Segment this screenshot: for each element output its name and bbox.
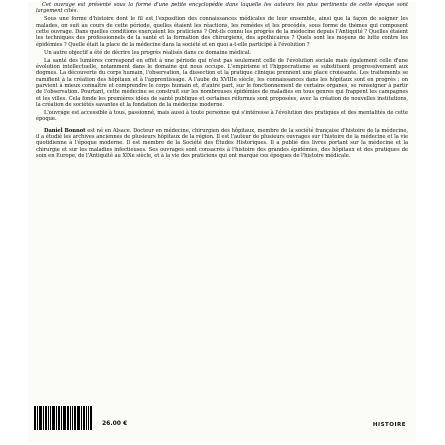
paragraph: Un autre objectif a été de décrire les progrès réalisés dans ce domaine médical. <box>44 49 251 56</box>
collection-logo: HISTOIRE <box>372 422 406 428</box>
paragraph: Sous une forme d'histoire dont le fil est l'exposition des connaissances médicales de leur ensemble, ainsi que la façon de soigner les malades, on suit au cours de cette période, quelles étaient les réactions, les remèdes et les procédés, sous forme de thèmes qui composent cette ouvrage. Dans quelles conditions exerçaient les praticiens ? Ont-ils connu les progrès de la médecine depuis l'Antiquité ? Quelles étaient les techniques des professionnels de la santé et la formation des chirurgiens, des apothicaires ? Quels sont les moyens de lutte contre les épidémies ? Quelle était la place de la médecine dans la société et en quoi a-t-elle participé à l'évolution ? <box>36 16 408 48</box>
cover-footer <box>28 404 416 434</box>
paragraph: L'ouvrage est accessible à tous, passionné, mais aussi à toute personne qui s'intéresse à l'évolution des pratiques et des mentalités de cette époque. <box>36 109 408 123</box>
author-name: Daniel Bonnot <box>44 127 86 134</box>
back-cover <box>28 2 416 442</box>
paragraph: La santé des lumières correspond en effet à une période qui n'est pas seulement celle de l'évolution sociale mais également celle d'une évolution intellectuelle, notamment dans le domaine qui nous occupe. L'empirisme et l'hippocratisme se substituent progressivement aux dogmes. La découverte du corps humain, l'observation, la dissection et la pratique clinique prennent une place croissante. Les traitements se ramifient à la création des hôpitaux et à l'apprentissage. A l'aube du XVIIIe siècle, les connaissances dans les hôpitaux sont en progrès ; on parvient à mieux connaître et comprendre le corps humain et, d'autre part, sur le fonctionnement de certains organes, se renseigner à partir de l'observation. Pourtant, cette médecine se construit sur les nombreuses épidémies de maladies en tous genres qui frappent les campagnes et les villes. Cela fonde les premières idées de santé publique et certaines réformes sont proposées, avec la création de nouvelles institutions, la création de sociétés savantes et la fondation de la médecine moderne. <box>36 57 408 108</box>
author-bio-text: est né en Alsace. Docteur en médecine, chirurgien des hôpitaux, membre de la société française d'histoire de la médecine, il a étudié les archives anciennes de plusieurs hôpitaux de la région. Il est l'auteur de plusieurs ouvrages sur l'histoire de la médecine et la vie quotidienne à l'époque moderne. Il est membre de la Société des Études Historiques. Il a publié des livres portant sur la médecine et la chirurgie et sur les maladies infectieuses. Ses ouvrages sont consacrés à l'histoire des grandes épidémies, des hôpitaux et des pratiques de soin en Europe, de l'Antiquité au XIXe siècle, et à la vie des praticiens qui ont marqué ces époques de l'histoire médicale. <box>36 127 408 159</box>
back-cover-text <box>36 2 408 161</box>
author-bio <box>36 128 408 160</box>
lead-paragraph: Cet ouvrage est présenté sous la forme d'une petite encyclopédie dans laquelle les auteurs les plus pertinents de cette époque sont largement cités. <box>36 2 408 15</box>
price: 26.00 € <box>102 420 128 427</box>
barcode-icon <box>34 406 96 430</box>
